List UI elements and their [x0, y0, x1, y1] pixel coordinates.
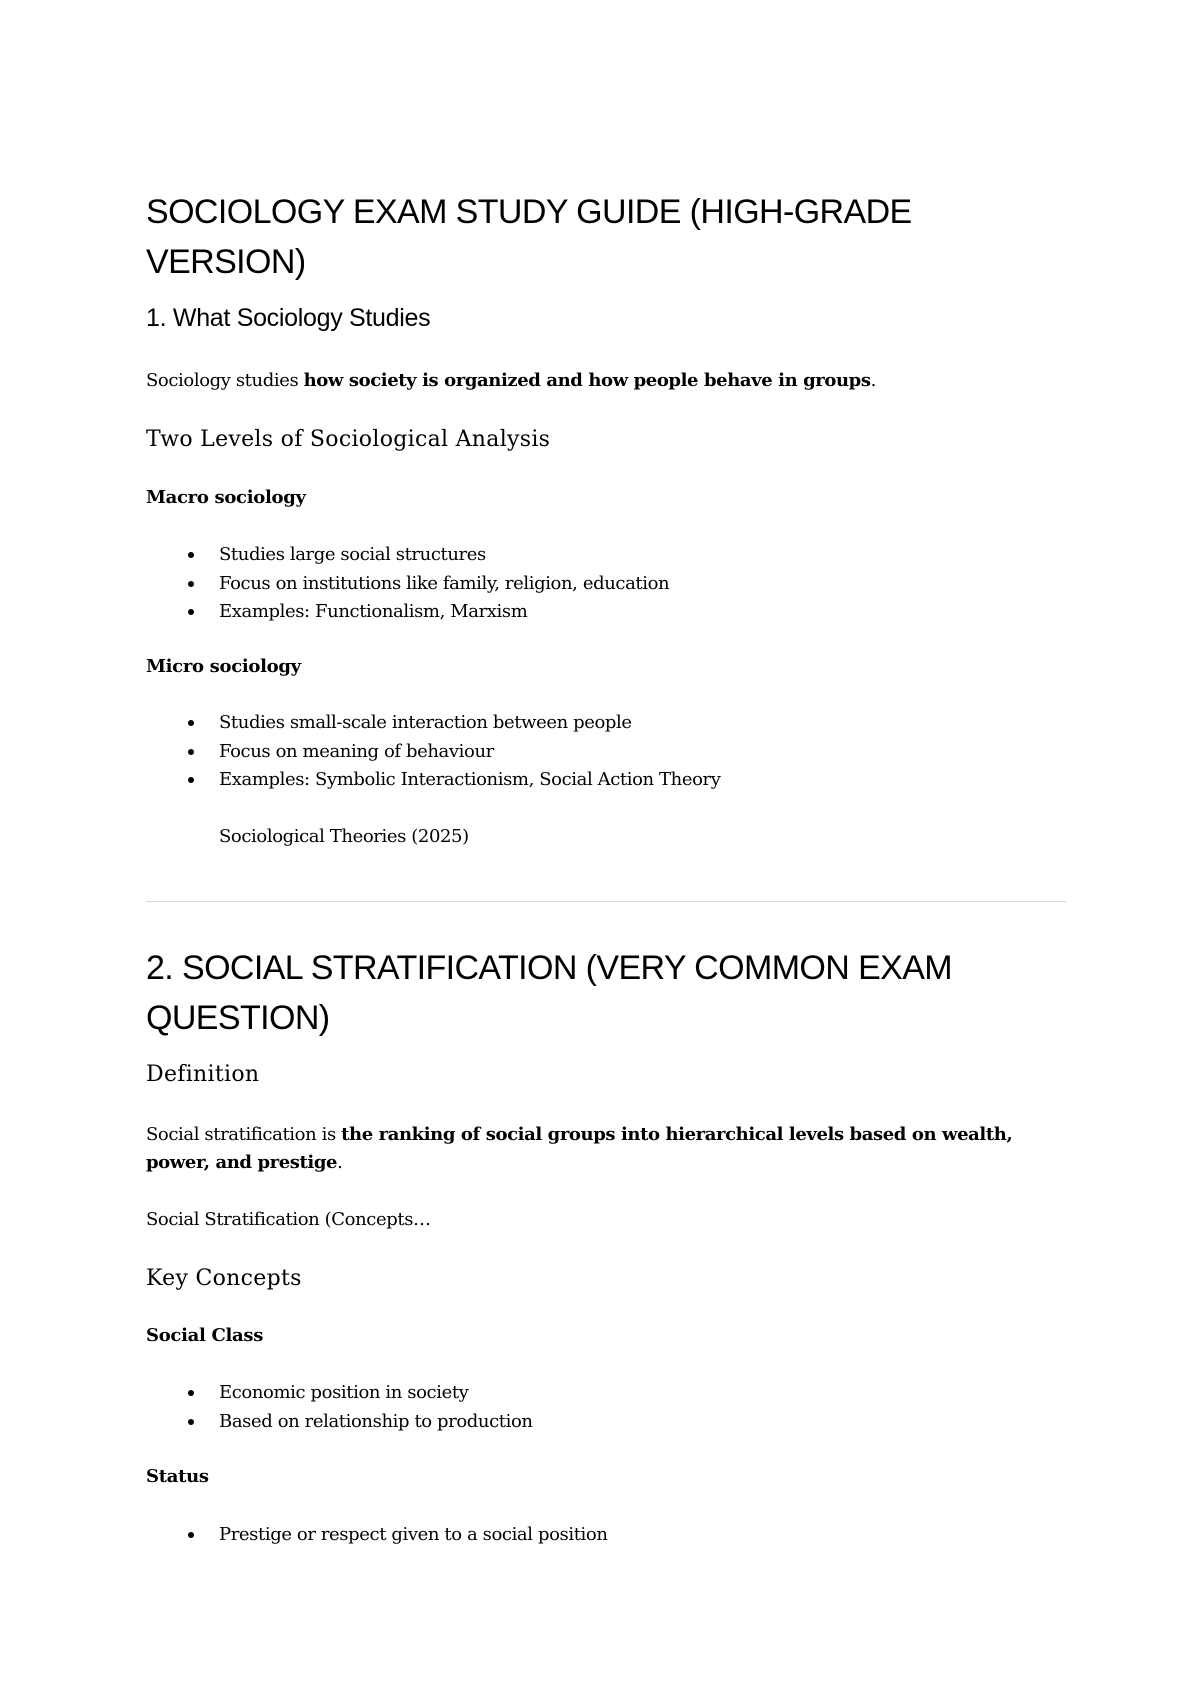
list-item	[146, 709, 721, 738]
list-item	[146, 738, 721, 767]
bullet-icon	[188, 720, 194, 726]
key-concepts-heading: Key Concepts	[146, 1266, 302, 1291]
bullet-icon	[188, 777, 194, 783]
intro-emphasis: how society is organized and how people behave in groups	[303, 370, 871, 391]
macro-sociology-heading: Macro sociology	[146, 487, 306, 508]
bullet-icon	[188, 552, 194, 558]
definition-heading: Definition	[146, 1062, 260, 1087]
list-item-text: Studies large social structures	[219, 544, 486, 565]
list-item-text: Examples: Symbolic Interactionism, Social Action Theory	[219, 769, 721, 790]
list-item-text: Based on relationship to production	[219, 1410, 533, 1432]
list-item-text: Prestige or respect given to a social position	[219, 1524, 608, 1545]
list-item	[146, 541, 669, 570]
list-item-text: Focus on meaning of behaviour	[219, 740, 494, 762]
intro-period: .	[870, 370, 876, 391]
list-item	[146, 570, 669, 599]
bullet-icon	[188, 609, 194, 615]
bullet-icon	[188, 1532, 194, 1538]
bullet-icon	[188, 1419, 194, 1425]
micro-sociology-heading: Micro sociology	[146, 656, 301, 677]
list-item	[146, 1379, 533, 1408]
list-item-text: Focus on institutions like family, religion, education	[219, 572, 670, 594]
list-item	[146, 1521, 608, 1550]
list-item	[146, 598, 669, 627]
document-title: SOCIOLOGY EXAM STUDY GUIDE (HIGH-GRADE VERSION)	[146, 193, 912, 281]
micro-sociology-list	[146, 709, 721, 795]
list-item-text: Studies small-scale interaction between people	[219, 712, 632, 733]
intro-text: Sociology studies	[146, 370, 304, 391]
list-item-text: Examples: Functionalism, Marxism	[219, 601, 528, 622]
section-1-heading: 1. What Sociology Studies	[146, 304, 431, 332]
social-stratification-reference[interactable]: Social Stratification (Concepts…	[146, 1209, 431, 1230]
definition-period: .	[337, 1152, 343, 1173]
section-1-intro	[146, 367, 1066, 395]
section-divider	[146, 901, 1066, 902]
status-heading: Status	[146, 1466, 209, 1487]
status-list	[146, 1521, 608, 1550]
definition-emphasis: the ranking of social groups into hierarchical levels based on wealth, power, and prestige	[146, 1124, 1013, 1173]
bullet-icon	[188, 1390, 194, 1396]
stratification-definition	[146, 1121, 1066, 1177]
definition-text: Social stratification is	[146, 1124, 342, 1145]
analysis-levels-heading: Two Levels of Sociological Analysis	[146, 427, 551, 452]
list-item-text: Economic position in society	[219, 1382, 469, 1403]
sociological-theories-reference[interactable]: Sociological Theories (2025)	[219, 826, 469, 847]
macro-sociology-list	[146, 541, 669, 627]
section-2-heading: 2. SOCIAL STRATIFICATION (VERY COMMON EXAM QUESTION)	[146, 949, 953, 1037]
bullet-icon	[188, 581, 194, 587]
bullet-icon	[188, 749, 194, 755]
social-class-list	[146, 1379, 533, 1436]
social-class-heading: Social Class	[146, 1325, 264, 1346]
list-item	[146, 1408, 533, 1437]
list-item	[146, 766, 721, 795]
